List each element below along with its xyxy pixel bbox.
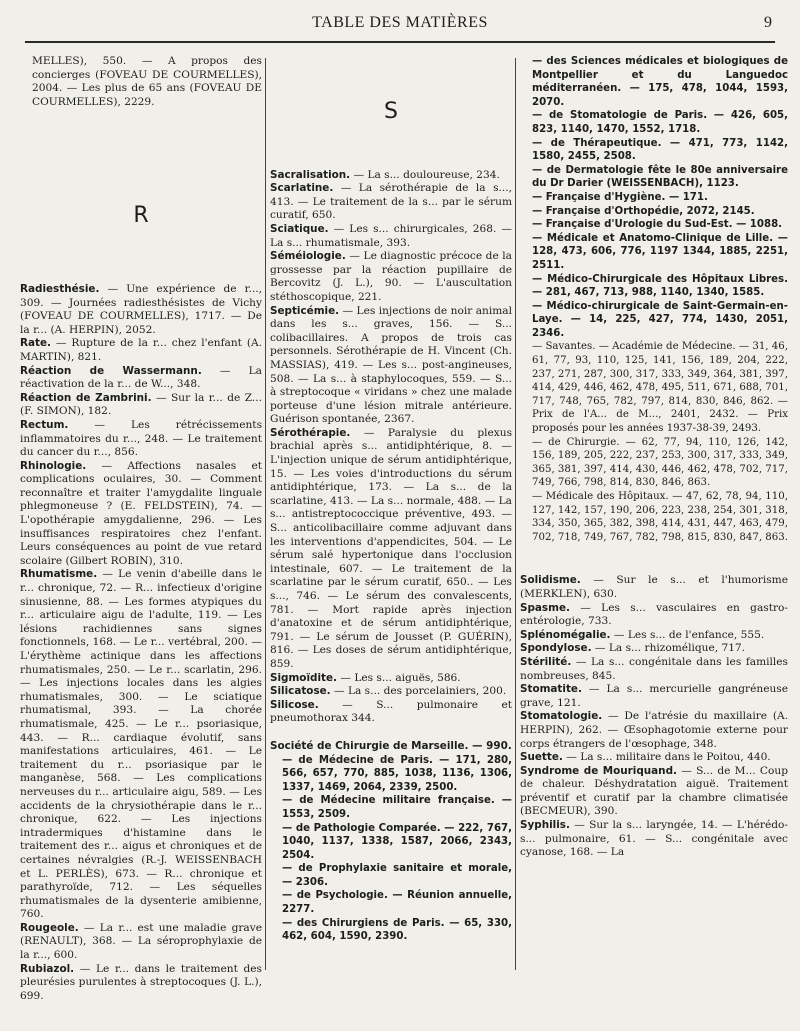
societe-subentry: — Médico-Chirurgicale des Hôpitaux Libres. — 281, 467, 713, 988, 1140, 1340, 1585. [532,273,788,299]
index-entry-continuation: MELLES), 550. — A propos des concierges (FOVEAU DE COURMELLES), 2004. — Les plus de 65 ans (FOVEAU DE COURMELLES), 2229. [32,55,262,108]
index-entry: Réaction de Zambrini. — Sur la r... de Z... (F. SIMON), 182. [20,391,262,418]
index-entry: Silicose. — S... pulmonaire et pneumothorax 344. [270,698,512,725]
index-term: Sérothérapie. [270,426,351,439]
societe-subentry: — Française d'Orthopédie, 2072, 2145. [532,205,755,217]
column-divider [515,58,516,970]
index-entry: Spasme. — Les s... vasculaires en gastro-entérologie, 733. [520,601,788,628]
societe-subentry: — des Chirurgiens de Paris. — 65, 330, 462, 604, 1590, 2390. [282,917,512,943]
index-term: Syphilis. [520,819,570,832]
index-entry: Septicémie. — Les injections de noir animal dans les s... graves, 156. — S... colibacillaires. A propos de trois cas personnels. Sérothérapie de H. Vincent (Ch. MASSIAS), 419. — Les s... post-angineuses, 508. — La s... à staphylocoques, 559. — S... à streptocoque « viridans » chez une malade porteuse d'une lésion mitrale antérieure. Guérison spontanée, 2367. [270,304,512,426]
index-term: Suette. [520,751,563,764]
societe-subentry: — Médico-chirurgicale de Saint-Germain-en-Laye. — 14, 225, 427, 774, 1430, 2051, 2346. [532,300,788,339]
index-term: Scarlatine. [270,182,334,195]
index-term: Sacralisation. [270,168,351,181]
index-entry: Rectum. — Les rétrécissements inflammatoires du r..., 248. — Le traitement du cancer du r..., 856. [20,418,262,459]
index-entry: Réaction de Wassermann. — La réactivation de la r... de W..., 348. [20,364,262,391]
societe-subentry: — Française d'Urologie du Sud-Est. — 1088. [532,219,783,231]
section-letter-s: S [384,99,398,124]
column-middle [270,55,512,1025]
index-entry: Stérilité. — La s... congénitale dans les familles nombreuses, 845. [520,655,788,682]
index-term: Radiesthésie. [20,282,100,295]
index-entry: Stomatologie. — De l'atrésie du maxillaire (A. HERPIN), 262. — Œsophagotomie externe pour corps étrangers de l'œsophage, 348. [520,710,788,750]
index-term: Silicose. [270,698,319,711]
index-term: Solidisme. [520,574,581,587]
index-term: Réaction de Zambrini. [20,391,152,404]
index-entry: Séméiologie. — Le diagnostic précoce de la grossesse par la réaction pupillaire de Bercovitz (J. L.), 90. — L'auscultation stéthoscopique, 221. [270,250,512,303]
index-entry: Sigmoïdite. — Les s... aiguës, 586. [270,671,461,684]
index-term: Stomatite. [520,683,582,696]
societe-subentry: — de Prophylaxie sanitaire et morale, — 2306. [282,863,512,888]
index-entry: Rubiazol. — Le r... dans le traitement des pleurésies purulentes à streptocoques (J. L.), 699. [20,962,262,1002]
societe-subentry: — de Stomatologie de Paris. — 426, 605, 823, 1140, 1470, 1552, 1718. [532,110,788,135]
societe-subentry: — de Thérapeutique. — 471, 773, 1142, 1580, 2455, 2508. [532,137,788,163]
section-letter-r: R [133,203,149,229]
index-entry: Spondylose. — La s... rhizomélique, 717. [520,642,746,655]
societe-subentry: — Savantes. — Académie de Médecine. — 31, 46, 61, 77, 93, 110, 125, 141, 156, 189, 204, 222, 237, 271, 287, 300, 317, 333, 349, 364, 381, 397, 414, 429, 446, 462, 478, 495, 511, 671, 688, 701, 717, 748, 765, 782, 797, 814, 830, 846, 862. — Prix de l'A... de M..., 2401, 2432. — Prix proposés pour les années 1937-38-39, 2493. [532,341,788,435]
index-term: Spondylose. [520,642,592,655]
societe-subentry: — des Sciences médicales et biologiques de Montpellier et du Languedoc méditerranéen. — 175, 478, 1044, 1593, 2070. [532,56,788,108]
societe-subentry: — Française d'Hygiène. — 171. [532,191,708,203]
index-term: Rubiazol. [20,962,75,975]
societe-subentry: — de Chirurgie. — 62, 77, 94, 110, 126, 142, 156, 189, 205, 222, 237, 253, 300, 317, 333, 349, 365, 381, 397, 414, 430, 446, 462, 478, 702, 717, 749, 766, 798, 814, 830, 846, 863. [532,436,788,489]
index-entry: Silicatose. — La s... des porcelainiers, 200. [270,685,507,698]
index-entry: Radiesthésie. — Une expérience de r..., 309. — Journées radiesthésistes de Vichy (FOVEAU DE COURMELLES), 1717. — De la r... (A. HERPIN), 2052. [20,282,262,336]
index-term: Syndrome de Mouriquand. [520,764,677,777]
index-entry: Stomatite. — La s... mercurielle gangréneuse grave, 121. [520,683,788,709]
header-rule [25,41,775,43]
index-term: Septicémie. [270,304,340,317]
index-term: Rougeole. [20,921,79,934]
page-header [20,14,780,44]
societe-subentry: — de Psychologie. — Réunion annuelle, 2277. [282,890,512,916]
page-number: 9 [764,14,772,31]
index-term: Réaction de Wassermann. [20,364,202,377]
societe-subentry: — de Médecine de Paris. — 171, 280, 566, 657, 770, 885, 1038, 1136, 1306, 1337, 1469, 2064, 2339, 2500. [282,754,512,793]
index-entry: Sciatique. — Les s... chirurgicales, 268. — La s... rhumatismale, 393. [270,222,512,249]
societe-subentry: — Médicale et Anatomo-Clinique de Lille. — 128, 473, 606, 776, 1197 1344, 1885, 2251, 2511. [532,232,788,271]
index-entry: Rate. — Rupture de la r... chez l'enfant (A. MARTIN), 821. [20,337,262,363]
index-term: Rhumatisme. [20,568,98,581]
index-term: Silicatose. [270,685,331,698]
index-entry: Scarlatine. — La sérothérapie de la s..., 413. — Le traitement de la s... par le sérum curatif, 650. [270,182,512,222]
column-left [20,55,262,1025]
index-entry: Splénomégalie. — Les s... de l'enfance, 555. [520,628,765,641]
societe-subentry: — Médicale des Hôpitaux. — 47, 62, 78, 94, 110, 127, 142, 157, 190, 206, 223, 238, 254, 301, 318, 334, 350, 365, 382, 398, 414, 431, 447, 463, 479, 702, 718, 749, 767, 782, 798, 815, 830, 847, 863. [532,491,788,543]
page-title: TABLE DES MATIÈRES [312,14,488,31]
index-term: Rate. [20,337,51,350]
index-term: Rhinologie. [20,459,87,472]
index-entry: Rougeole. — La r... est une maladie grave (RENAULT), 368. — La séroprophylaxie de la r..., 600. [20,921,262,962]
index-term: Spasme. [520,601,570,614]
index-term: Stomatologie. [520,710,603,723]
index-entry: Sacralisation. — La s... douloureuse, 234. [270,168,500,181]
index-term: Sigmoïdite. [270,671,337,684]
index-term: Rectum. [20,418,69,431]
index-term: Stérilité. [520,655,572,668]
column-right [520,55,788,1025]
index-term: Sciatique. [270,222,329,235]
index-entry: Suette. — La s... militaire dans le Poitou, 440. [520,751,771,764]
index-entry: Rhumatisme. — Le venin d'abeille dans le r... chronique, 72. — R... infectieux d'origine sinusienne, 88. — Les formes atypiques du r... articulaire aigu de l'adulte, 119. — Les lésions rachidiennes sans signes fonctionnels, 168. — Le r... vertébral, 200. — L'érythème actinique dans les affections rhumatismales, 250. — Le r... scarlatin, 296. — Les injections locales dans les algies rhumatismales, 300. — Le sciatique rhumatismal, 393. — La chorée rhumatismale, 425. — Le r... psoriasique, 443. — R... cardiaque évolutif, sans manifestations articulaires, 461. — Le traitement du r... psoriasique par le manganèse, 568. — Les complications nerveuses du r... articulaire aigu, 589. — Les accidents de la chrysiothérapie dans le r... chronique, 622. — Les injections intradermiques d'histamine dans le traitement des r... aigus et chroniques et de certaines névralgies (R.-J. WEISSENBACH et L. PERLÈS), 673. — R... chronique et parathyroïde, 712. — Les séquelles rhumatismales de la dysenterie amibienne, 760. [20,568,262,921]
index-entry: Solidisme. — Sur le s... et l'humorisme (MERKLEN), 630. [520,574,788,600]
societe-subentry: — de Dermatologie fête le 80e anniversaire du Dr Darier (WEISSENBACH), 1123. [532,164,788,190]
index-entry: Syphilis. — Sur la s... laryngée, 14. — L'hérédo-s... pulmonaire, 61. — S... congénitale avec cyanose, 168. — La [520,819,788,859]
index-term: Séméiologie. [270,250,346,263]
societe-subentry: — de Pathologie Comparée. — 222, 767, 1040, 1137, 1338, 1587, 2066, 2343, 2504. [282,822,512,861]
index-term: Splénomégalie. [520,628,611,641]
societe-subentry: — de Médecine militaire française. — 1553, 2509. [282,795,512,820]
societe-heading: Société de Chirurgie de Marseille. — 990. [270,739,512,752]
index-entry: Syndrome de Mouriquand. — S... de M... Coup de chaleur. Déshydratation aiguë. Traitement préventif et curatif par la chambre climatisée (BECMEUR), 390. [520,764,788,818]
index-entry: Rhinologie. — Affections nasales et complications oculaires, 30. — Comment reconnaître et traiter l'amygdalite linguale phlegmoneuse ? (E. FELDSTEIN), 74. — L'opothérapie amygdalienne, 296. — Les insuffisances respiratoires chez l'enfant. Leurs conséquences au point de vue retard scolaire (Gilbert ROBIN), 310. [20,459,262,567]
column-divider [265,58,266,970]
index-entry: Sérothérapie. — Paralysie du plexus brachial après s... antidiphtérique, 8. — L'injection unique de sérum antidiphtérique, 15. — Les voies d'introductions du sérum antidiphtérique, 173. — La s... de la scarlatine, 413. — La s... normale, 488. — La s... antistreptococcique préventive, 493. — S... anticolibacillaire comme adjuvant dans les interventions d'appendicites, 504. — Le sérum salé hypertonique dans l'occlusion intestinale, 607. — Le traitement de la scarlatine par le sérum curatif, 650.. — Les s..., 746. — Le sérum des convalescents, 781. — Mort rapide après injection d'anatoxine et de sérum antidiphtérique, 791. — Le sérum de Jousset (P. GUÉRIN), 816. — Les doses de sérum antidiphtérique, 859. [270,426,512,670]
